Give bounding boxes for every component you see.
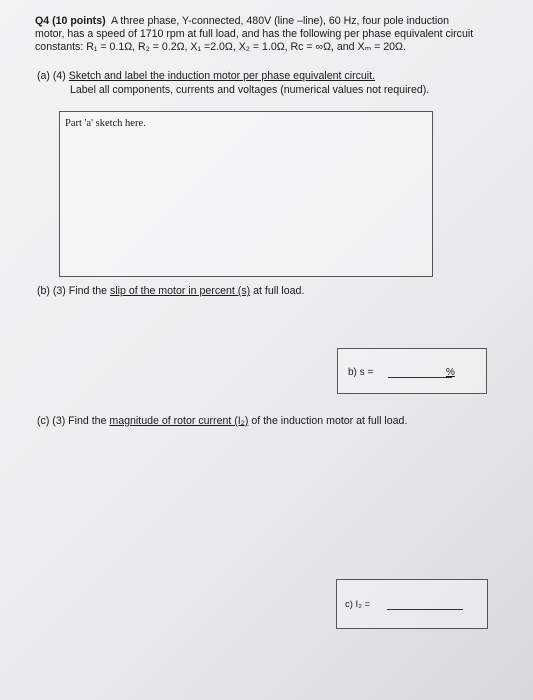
part-c-answer-line[interactable] (387, 609, 463, 610)
part-c-instruction (37, 415, 407, 428)
part-b-suffix: at full load. (253, 285, 305, 297)
question-intro-text: A three phase, Y-connected, 480V (line –line), 60 Hz, four pole induction (110, 15, 450, 27)
part-c-underlined: magnitude of rotor current (I₂) (109, 415, 249, 427)
part-c-suffix: of the induction motor at full load. (251, 415, 408, 427)
question-intro-line-3: constants: R₁ = 0.1Ω, R₂ = 0.2Ω, X₁ =2.0Ω, X₂ = 1.0Ω, Rc = ∞Ω, and Xₘ = 20Ω. (35, 41, 406, 53)
question-intro-line-2: motor, has a speed of 1710 rpm at full load, and has the following per phase equivalent circuit (35, 28, 474, 40)
part-c-prefix: (c) (3) Find the (37, 415, 107, 427)
part-a-title: Sketch and label the induction motor per phase equivalent circuit. (68, 70, 376, 82)
part-a-subline: Label all components, currents and voltages (numerical values not required). (70, 84, 430, 96)
part-a-sketch-box[interactable] (59, 111, 433, 277)
part-b-underlined: slip of the motor in percent (s) (110, 285, 251, 297)
part-b-answer-box[interactable] (337, 348, 487, 394)
part-b-answer-line[interactable] (388, 377, 452, 378)
part-a-box-label: Part 'a' sketch here. (65, 118, 146, 129)
part-c-answer-box[interactable] (336, 579, 488, 629)
part-b-unit: % (446, 367, 455, 378)
part-b-instruction (37, 285, 304, 298)
part-b-prefix: (b) (3) Find the (37, 285, 108, 297)
question-intro-line-1 (35, 15, 449, 28)
part-c-answer-label: c) I₂ = (345, 599, 371, 610)
part-a-instruction (37, 70, 375, 83)
part-b-answer-label: b) s = (348, 367, 374, 378)
question-heading: Q4 (10 points) (35, 15, 106, 27)
part-a-prefix: (a) (4) (37, 70, 66, 82)
